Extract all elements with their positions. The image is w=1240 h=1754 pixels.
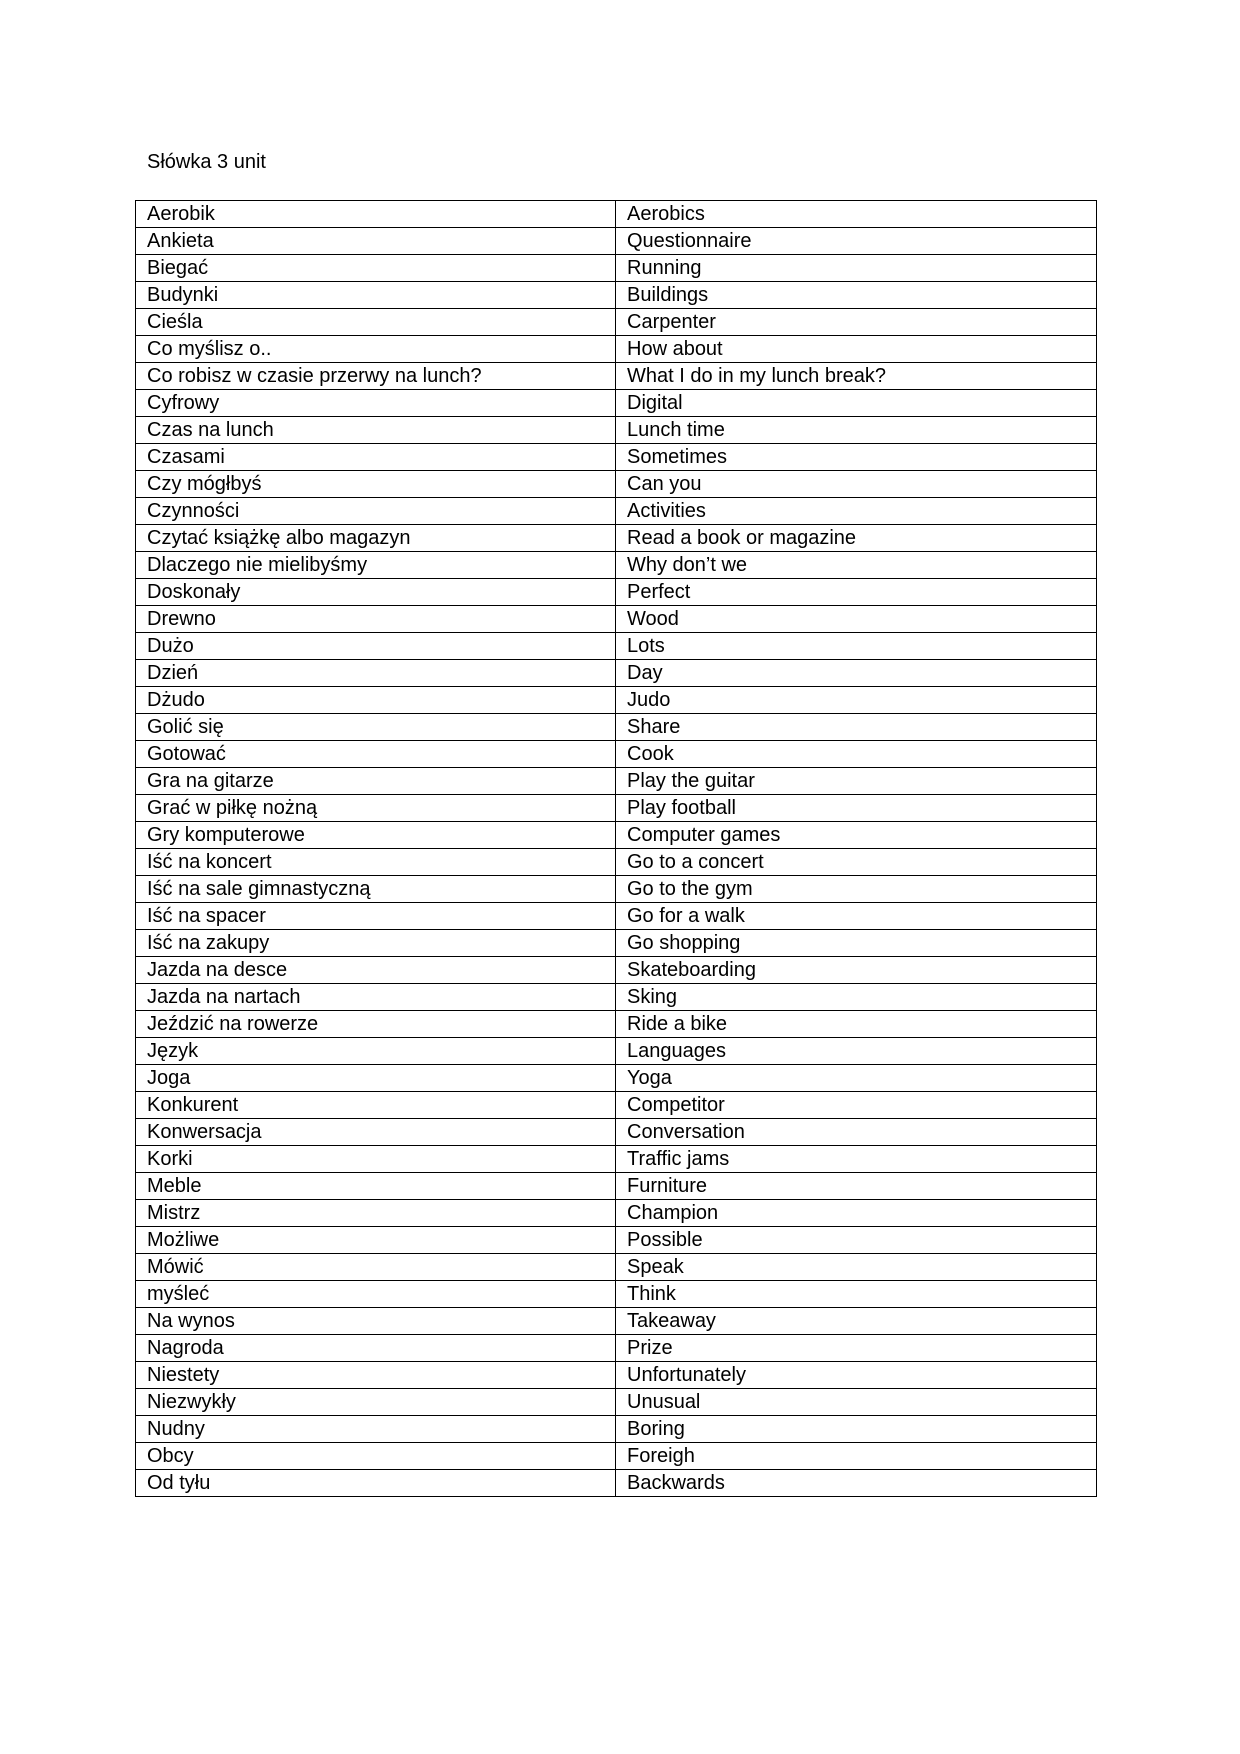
polish-word-cell: Dżudo xyxy=(136,687,616,714)
table-row xyxy=(136,876,1097,903)
table-row xyxy=(136,1092,1097,1119)
table-row xyxy=(136,390,1097,417)
english-word-cell: Possible xyxy=(616,1227,1097,1254)
english-word-cell: Play the guitar xyxy=(616,768,1097,795)
english-word-cell: Prize xyxy=(616,1335,1097,1362)
english-word-cell: Lots xyxy=(616,633,1097,660)
english-word-cell: Go shopping xyxy=(616,930,1097,957)
table-row xyxy=(136,201,1097,228)
polish-word-cell: Aerobik xyxy=(136,201,616,228)
polish-word-cell: Joga xyxy=(136,1065,616,1092)
polish-word-cell: Grać w piłkę nożną xyxy=(136,795,616,822)
table-row xyxy=(136,714,1097,741)
polish-word-cell: Co robisz w czasie przerwy na lunch? xyxy=(136,363,616,390)
english-word-cell: Go for a walk xyxy=(616,903,1097,930)
table-row xyxy=(136,660,1097,687)
polish-word-cell: Język xyxy=(136,1038,616,1065)
table-row xyxy=(136,1119,1097,1146)
table-row xyxy=(136,741,1097,768)
polish-word-cell: Iść na spacer xyxy=(136,903,616,930)
english-word-cell: Wood xyxy=(616,606,1097,633)
english-word-cell: Skateboarding xyxy=(616,957,1097,984)
polish-word-cell: Nagroda xyxy=(136,1335,616,1362)
table-row xyxy=(136,282,1097,309)
english-word-cell: Think xyxy=(616,1281,1097,1308)
english-word-cell: Competitor xyxy=(616,1092,1097,1119)
polish-word-cell: Korki xyxy=(136,1146,616,1173)
table-row xyxy=(136,417,1097,444)
english-word-cell: Buildings xyxy=(616,282,1097,309)
table-row xyxy=(136,1281,1097,1308)
polish-word-cell: Meble xyxy=(136,1173,616,1200)
table-row xyxy=(136,768,1097,795)
english-word-cell: Sking xyxy=(616,984,1097,1011)
english-word-cell: Ride a bike xyxy=(616,1011,1097,1038)
vocabulary-table xyxy=(135,200,1097,1497)
polish-word-cell: Golić się xyxy=(136,714,616,741)
table-row xyxy=(136,1200,1097,1227)
english-word-cell: Questionnaire xyxy=(616,228,1097,255)
english-word-cell: Day xyxy=(616,660,1097,687)
polish-word-cell: Co myślisz o.. xyxy=(136,336,616,363)
english-word-cell: Traffic jams xyxy=(616,1146,1097,1173)
english-word-cell: Conversation xyxy=(616,1119,1097,1146)
table-row xyxy=(136,633,1097,660)
table-row xyxy=(136,930,1097,957)
english-word-cell: How about xyxy=(616,336,1097,363)
polish-word-cell: Od tyłu xyxy=(136,1470,616,1497)
table-row xyxy=(136,984,1097,1011)
table-row xyxy=(136,1389,1097,1416)
english-word-cell: Activities xyxy=(616,498,1097,525)
vocabulary-table-body xyxy=(136,201,1097,1497)
polish-word-cell: Czy mógłbyś xyxy=(136,471,616,498)
english-word-cell: Yoga xyxy=(616,1065,1097,1092)
table-row xyxy=(136,1011,1097,1038)
table-row xyxy=(136,444,1097,471)
page-title: Słówka 3 unit xyxy=(147,151,266,173)
table-row xyxy=(136,471,1097,498)
polish-word-cell: Konwersacja xyxy=(136,1119,616,1146)
polish-word-cell: Cieśla xyxy=(136,309,616,336)
table-row xyxy=(136,1443,1097,1470)
polish-word-cell: Biegać xyxy=(136,255,616,282)
english-word-cell: Computer games xyxy=(616,822,1097,849)
english-word-cell: Boring xyxy=(616,1416,1097,1443)
table-row xyxy=(136,1146,1097,1173)
polish-word-cell: Na wynos xyxy=(136,1308,616,1335)
polish-word-cell: Cyfrowy xyxy=(136,390,616,417)
english-word-cell: Aerobics xyxy=(616,201,1097,228)
english-word-cell: Speak xyxy=(616,1254,1097,1281)
polish-word-cell: Niezwykły xyxy=(136,1389,616,1416)
english-word-cell: Champion xyxy=(616,1200,1097,1227)
english-word-cell: Furniture xyxy=(616,1173,1097,1200)
table-row xyxy=(136,1038,1097,1065)
table-row xyxy=(136,822,1097,849)
polish-word-cell: Możliwe xyxy=(136,1227,616,1254)
polish-word-cell: Mistrz xyxy=(136,1200,616,1227)
table-row xyxy=(136,255,1097,282)
english-word-cell: Foreigh xyxy=(616,1443,1097,1470)
table-row xyxy=(136,606,1097,633)
english-word-cell: Sometimes xyxy=(616,444,1097,471)
polish-word-cell: Gry komputerowe xyxy=(136,822,616,849)
polish-word-cell: Iść na sale gimnastyczną xyxy=(136,876,616,903)
table-row xyxy=(136,309,1097,336)
polish-word-cell: Dużo xyxy=(136,633,616,660)
table-row xyxy=(136,579,1097,606)
polish-word-cell: Doskonały xyxy=(136,579,616,606)
table-row xyxy=(136,336,1097,363)
polish-word-cell: Czytać książkę albo magazyn xyxy=(136,525,616,552)
table-row xyxy=(136,1065,1097,1092)
polish-word-cell: Mówić xyxy=(136,1254,616,1281)
polish-word-cell: Czynności xyxy=(136,498,616,525)
polish-word-cell: Niestety xyxy=(136,1362,616,1389)
english-word-cell: Running xyxy=(616,255,1097,282)
polish-word-cell: Nudny xyxy=(136,1416,616,1443)
table-row xyxy=(136,1470,1097,1497)
polish-word-cell: Konkurent xyxy=(136,1092,616,1119)
english-word-cell: Unfortunately xyxy=(616,1362,1097,1389)
table-row xyxy=(136,1335,1097,1362)
english-word-cell: Unusual xyxy=(616,1389,1097,1416)
english-word-cell: Languages xyxy=(616,1038,1097,1065)
table-row xyxy=(136,957,1097,984)
polish-word-cell: Jeździć na rowerze xyxy=(136,1011,616,1038)
polish-word-cell: Czas na lunch xyxy=(136,417,616,444)
english-word-cell: Share xyxy=(616,714,1097,741)
english-word-cell: Carpenter xyxy=(616,309,1097,336)
english-word-cell: Takeaway xyxy=(616,1308,1097,1335)
english-word-cell: Read a book or magazine xyxy=(616,525,1097,552)
polish-word-cell: Jazda na desce xyxy=(136,957,616,984)
table-row xyxy=(136,1227,1097,1254)
polish-word-cell: myśleć xyxy=(136,1281,616,1308)
table-row xyxy=(136,1416,1097,1443)
english-word-cell: Can you xyxy=(616,471,1097,498)
table-row xyxy=(136,228,1097,255)
english-word-cell: Backwards xyxy=(616,1470,1097,1497)
english-word-cell: Digital xyxy=(616,390,1097,417)
table-row xyxy=(136,849,1097,876)
polish-word-cell: Czasami xyxy=(136,444,616,471)
english-word-cell: Why don’t we xyxy=(616,552,1097,579)
english-word-cell: What I do in my lunch break? xyxy=(616,363,1097,390)
polish-word-cell: Ankieta xyxy=(136,228,616,255)
polish-word-cell: Gotować xyxy=(136,741,616,768)
polish-word-cell: Dlaczego nie mielibyśmy xyxy=(136,552,616,579)
polish-word-cell: Budynki xyxy=(136,282,616,309)
english-word-cell: Go to the gym xyxy=(616,876,1097,903)
table-row xyxy=(136,525,1097,552)
polish-word-cell: Jazda na nartach xyxy=(136,984,616,1011)
english-word-cell: Go to a concert xyxy=(616,849,1097,876)
english-word-cell: Perfect xyxy=(616,579,1097,606)
english-word-cell: Judo xyxy=(616,687,1097,714)
table-row xyxy=(136,498,1097,525)
polish-word-cell: Gra na gitarze xyxy=(136,768,616,795)
table-row xyxy=(136,1362,1097,1389)
table-row xyxy=(136,1173,1097,1200)
table-row xyxy=(136,1254,1097,1281)
polish-word-cell: Iść na koncert xyxy=(136,849,616,876)
table-row xyxy=(136,903,1097,930)
english-word-cell: Lunch time xyxy=(616,417,1097,444)
table-row xyxy=(136,1308,1097,1335)
table-row xyxy=(136,552,1097,579)
english-word-cell: Cook xyxy=(616,741,1097,768)
polish-word-cell: Drewno xyxy=(136,606,616,633)
table-row xyxy=(136,363,1097,390)
polish-word-cell: Dzień xyxy=(136,660,616,687)
table-row xyxy=(136,687,1097,714)
polish-word-cell: Obcy xyxy=(136,1443,616,1470)
polish-word-cell: Iść na zakupy xyxy=(136,930,616,957)
english-word-cell: Play football xyxy=(616,795,1097,822)
table-row xyxy=(136,795,1097,822)
